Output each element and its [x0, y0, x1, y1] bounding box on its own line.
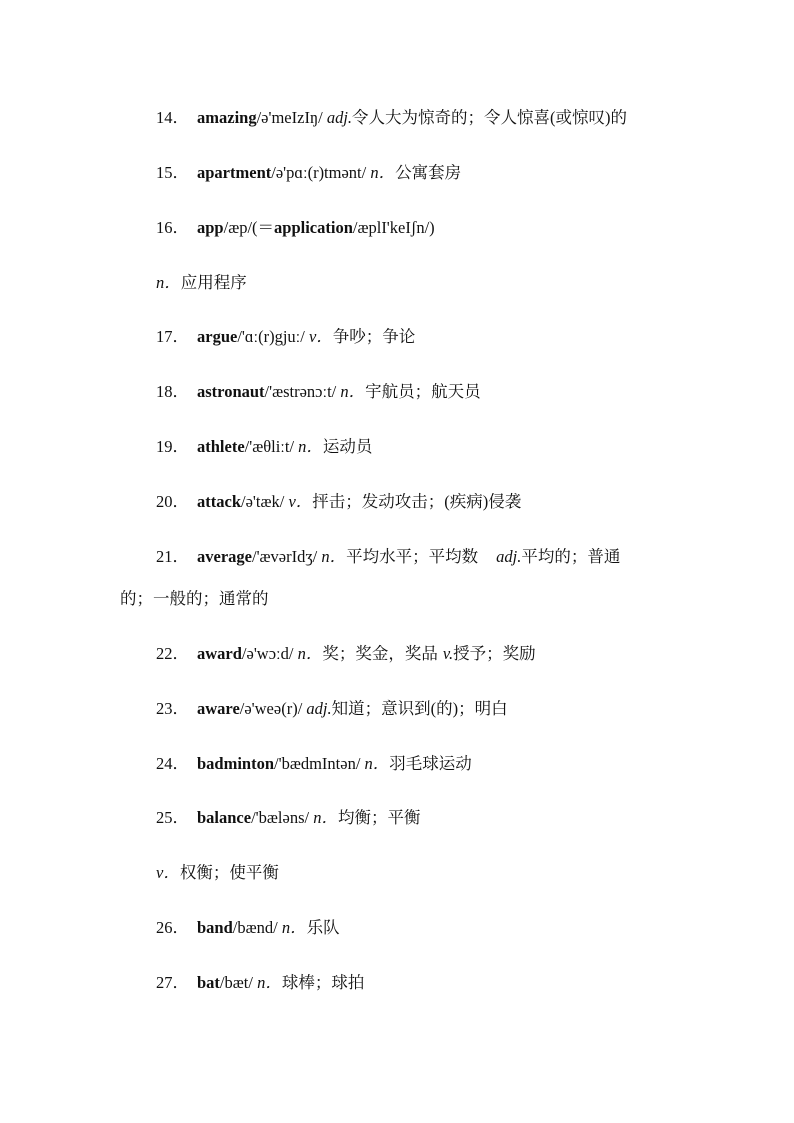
phonetic: /æp/(＝ [223, 218, 275, 237]
definition: 平均水平；平均数 [346, 547, 479, 566]
headword: app [197, 218, 224, 237]
definition: 令人大为惊奇的；令人惊喜(或惊叹)的 [352, 108, 628, 127]
part-of-speech: n． [257, 973, 282, 992]
headword: balance [197, 808, 252, 827]
part-of-speech: adj. [306, 699, 332, 718]
definition: 羽毛球运动 [389, 754, 472, 773]
headword: amazing [197, 108, 257, 127]
phonetic: /'bæləns/ [251, 808, 314, 827]
headword: athlete [197, 437, 245, 456]
definition: 公寓套房 [395, 163, 462, 182]
vocab-entry-average-continued [120, 589, 269, 609]
vocab-entry-amazing: 14． amazing/ə'meIzIŋ/ adj.令人大为惊奇的；令人惊喜(或惊叹)的 [156, 108, 628, 127]
vocab-entry-astronaut: 18． astronaut/'æstrənɔːt/ n．宇航员；航天员 [156, 382, 481, 401]
vocab-entry-argue: 17． argue/'ɑː(r)gjuː/ v．争吵；争论 [156, 327, 416, 346]
definition: 运动员 [322, 437, 373, 456]
headword: apartment [197, 163, 272, 182]
part-of-speech: v． [288, 492, 313, 511]
part-of-speech: n． [156, 273, 181, 292]
part-of-speech: n． [281, 918, 307, 937]
phonetic: /ə'tæk/ [241, 492, 289, 511]
vocab-entry-band: 26． band/bænd/ n．乐队 [156, 918, 340, 937]
definition-2: 平均的；普通 [521, 547, 621, 566]
headword: average [197, 547, 252, 566]
phonetic: /'æstrənɔːt/ [264, 382, 341, 401]
part-of-speech: n． [364, 754, 390, 773]
part-of-speech: n． [340, 382, 366, 401]
definition: 奖；奖金，奖品 [322, 644, 438, 663]
headword: bat [197, 973, 220, 992]
phonetic: /'æθliːt/ [244, 437, 299, 456]
phonetic: /'ɑː(r)gjuː/ [237, 327, 309, 346]
definition: 知道；意识到(的)；明白 [331, 699, 508, 718]
phonetic: /bænd/ [232, 918, 282, 937]
part-of-speech: n． [370, 163, 396, 182]
vocab-entry-apartment: 15． apartment/ə'pɑː(r)tmənt/ n．公寓套房 [156, 163, 462, 182]
vocab-entry-average: 21． average/'ævərIdʒ/ n．平均水平；平均数 adj.平均的；普通 [156, 547, 621, 566]
vocab-entry-app-definition [156, 273, 247, 293]
definition-2: 授予；奖励 [453, 644, 536, 663]
phonetic: /'ævərIdʒ/ [251, 547, 322, 566]
headword: award [197, 644, 242, 663]
vocab-entry-aware: 23． aware/ə'weə(r)/ adj.知道；意识到(的)；明白 [156, 699, 508, 718]
phonetic: /'bædmIntən/ [274, 754, 365, 773]
definition: 抨击；发动攻击；(疾病)侵袭 [312, 492, 522, 511]
definition: 乐队 [306, 918, 340, 937]
phonetic: /bæt/ [219, 973, 258, 992]
part-of-speech: adj. [326, 108, 353, 127]
part-of-speech: n． [297, 644, 323, 663]
vocab-entry-app: 16． app/æp/(＝application/æplI'keIʃn/) [156, 218, 435, 237]
headword: attack [197, 492, 241, 511]
part-of-speech-2: v. [442, 644, 454, 663]
part-of-speech: n． [313, 808, 338, 827]
vocab-entry-balance: 25． balance/'bæləns/ n．均衡；平衡 [156, 808, 421, 827]
definition: 的；一般的；通常的 [120, 589, 269, 608]
part-of-speech: n． [298, 437, 323, 456]
definition: 权衡；使平衡 [179, 863, 279, 882]
vocab-entry-balance-verb [156, 863, 279, 883]
headword: badminton [197, 754, 275, 773]
phonetic: /ə'wɔːd/ [241, 644, 298, 663]
definition: 均衡；平衡 [337, 808, 421, 827]
headword: astronaut [197, 382, 265, 401]
phonetic: /ə'pɑː(r)tmənt/ [271, 163, 371, 182]
definition: 争吵；争论 [332, 327, 416, 346]
headword: aware [197, 699, 240, 718]
vocab-entry-attack: 20． attack/ə'tæk/ v．抨击；发动攻击；(疾病)侵袭 [156, 492, 522, 511]
part-of-speech: n． [321, 547, 347, 566]
vocab-entry-award: 22． award/ə'wɔːd/ n．奖；奖金，奖品 v.授予；奖励 [156, 644, 536, 663]
part-of-speech: v． [156, 863, 180, 882]
headword: band [197, 918, 233, 937]
phonetic: /ə'meIzIŋ/ [256, 108, 327, 127]
definition: 应用程序 [180, 273, 247, 292]
headword: argue [197, 327, 238, 346]
phonetic: /ə'weə(r)/ [239, 699, 307, 718]
phonetic-full-form: /æplI'keIʃn/) [352, 218, 435, 237]
vocab-entry-badminton: 24． badminton/'bædmIntən/ n．羽毛球运动 [156, 754, 472, 773]
vocab-entry-bat: 27． bat/bæt/ n．球棒；球拍 [156, 973, 365, 992]
part-of-speech: v． [308, 327, 333, 346]
definition: 宇航员；航天员 [365, 382, 481, 401]
vocab-entry-athlete: 19． athlete/'æθliːt/ n．运动员 [156, 437, 373, 456]
definition: 球棒；球拍 [281, 973, 365, 992]
headword-full-form: application [274, 218, 353, 237]
part-of-speech-2: adj. [496, 547, 522, 566]
